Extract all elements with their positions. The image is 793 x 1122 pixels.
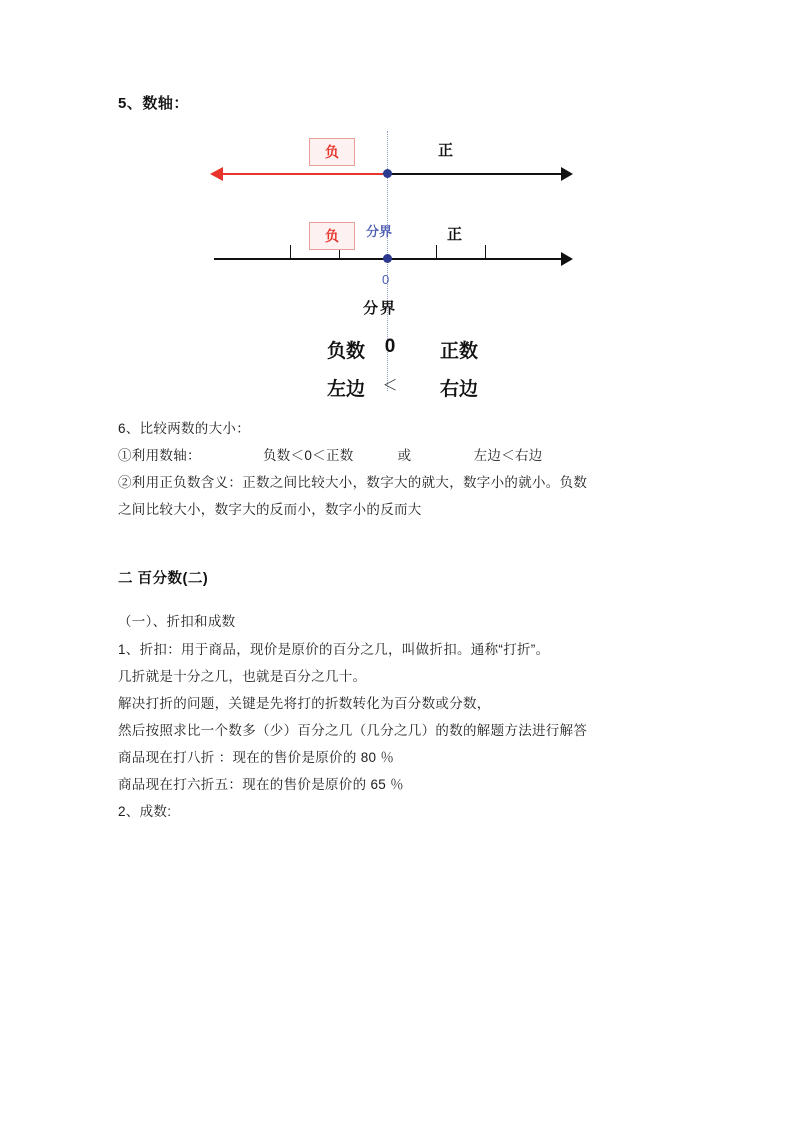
heading-item-6: 6、比较两数的大小： [118,421,251,436]
origin-dot-1-icon [383,169,392,178]
negative-label-box-2: 负 [309,222,355,250]
origin-dot-2-icon [383,254,392,263]
zero-label: 0 [384,336,396,357]
heading-item-5: 5、数轴： [118,95,189,112]
negative-ray-1 [222,173,388,175]
chapter-paragraph-7: 2、成数: [118,804,172,819]
axis-tick [485,245,486,259]
axis-tick [290,245,291,259]
chapter-paragraph-1: 1、折扣：用于商品，现价是原价的百分之几，叫做折扣。通称“打折”。 [118,642,550,657]
item6-line1-expr-b: 左边＜右边 [473,448,543,463]
right-side-label: 右边 [439,379,478,400]
axis-tick [436,245,437,259]
item6-line1-expr-a: 负数＜0＜正数 [262,448,354,463]
positive-label-2: 正 [447,226,463,243]
axis-arrow-right-2-icon [561,252,573,266]
chapter-paragraph-4: 然后按照求比一个数多（少）百分之几（几分之几）的数的解题方法进行解答 [118,723,588,738]
chapter-paragraph-2: 几折就是十分之几，也就是百分之几十。 [118,669,367,684]
chapter-paragraph-6: 商品现在打六折五：现在的售价是原价的 65 ％ [118,777,404,792]
document-content [118,92,680,825]
chapter-paragraph-3: 解决打折的问题，关键是先将打的折数转化为百分数或分数， [118,696,491,711]
chapter-subsection: （一）、折扣和成数 [118,614,236,629]
left-side-label: 左边 [326,379,365,400]
item6-line1-or: 或 [397,448,412,463]
zero-label-small: 0 [382,272,390,287]
item6-line-3: 之间比较大小，数字大的反而小，数字小的反而大 [118,502,422,517]
boundary-label-small: 分界 [366,224,393,239]
negative-label-box-1: 负 [309,138,355,166]
chapter-paragraph-5: 商品现在打八折 ：现在的售价是原价的 80 ％ [118,750,395,765]
item6-line-1 [118,442,680,469]
number-line-figure [118,119,680,409]
chapter-title: 二 百分数(二) [118,571,209,587]
item6-line-2: ②利用正负数含义：正数之间比较大小，数字大的就大，数字小的就小。负数 [118,475,588,490]
less-than-symbol: ＜ [382,377,398,394]
axis-arrow-right-1-icon [561,167,573,181]
item6-line1-prefix: ①利用数轴： [118,448,201,463]
boundary-label-big: 分界 [363,300,398,317]
negative-numbers-label: 负数 [326,341,365,362]
positive-label-1: 正 [438,142,454,159]
axis-arrow-left-1-icon [210,167,223,181]
positive-numbers-label: 正数 [439,341,478,362]
